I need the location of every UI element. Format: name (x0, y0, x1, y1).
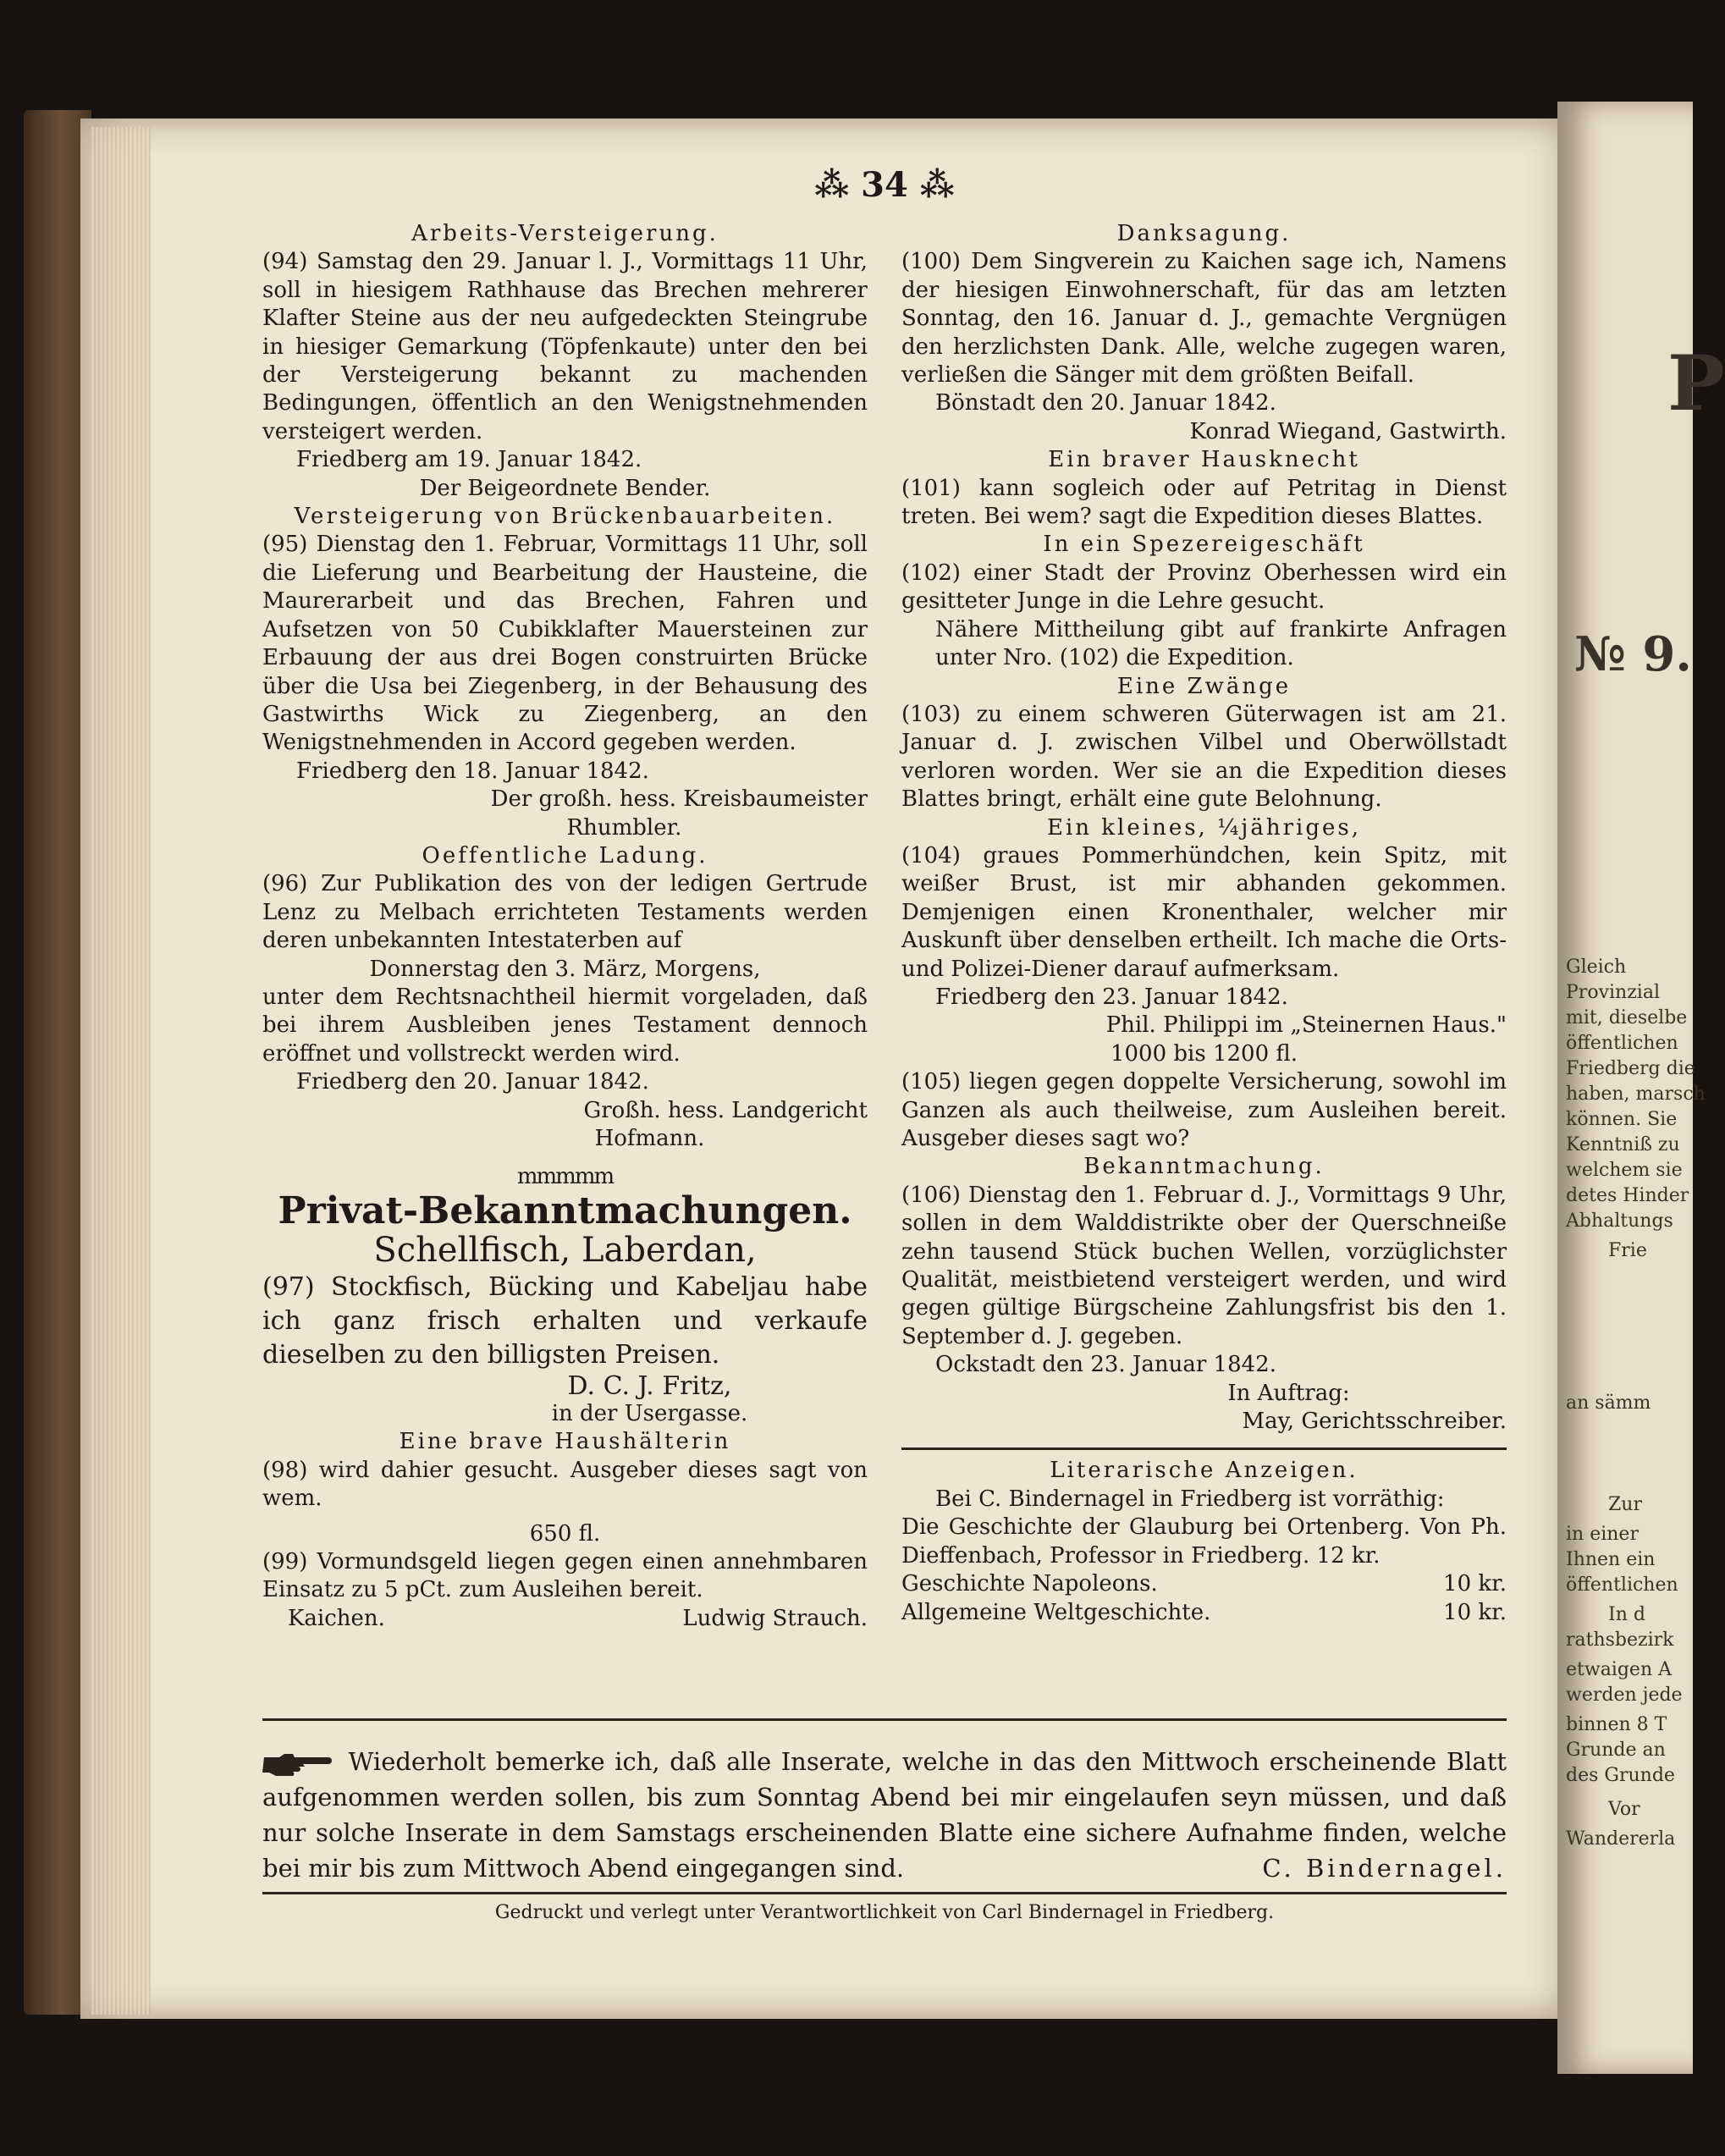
literary-book-2-price: 10 kr. (1443, 1571, 1507, 1597)
notice-97-signature-2: in der Usergasse. (551, 1401, 748, 1427)
notice-100-title: Danksagung. (1116, 221, 1292, 246)
facing-page-fragment: Zur (1608, 1494, 1642, 1515)
notice-104-title: Ein kleines, ¼jähriges, (1047, 814, 1361, 841)
notice-96-date: Donnerstag den 3. März, Morgens, (369, 956, 761, 982)
notice-95-signature-1: Der großh. hess. Kreisbaumeister (490, 786, 868, 813)
facing-page-fragment: in einer (1566, 1524, 1639, 1545)
notice-100-signature: Konrad Wiegand, Gastwirth. (1189, 418, 1507, 444)
facing-page-fragment: Gleich (1566, 957, 1627, 978)
literary-book-3-price: 10 kr. (1443, 1599, 1507, 1625)
notice-100-place: Bönstadt den 20. Januar 1842. (935, 390, 1276, 416)
facing-page-fragment: Ihnen ein (1566, 1549, 1656, 1570)
facing-page-fragment: Wandererla (1566, 1828, 1676, 1850)
notice-103-text: (103) zu einem schweren Güterwagen ist am 21. Januar d. J. zwischen Vilbel und Oberwöllstadt verloren worden. Wer sie an die Expedition dieses Blattes bringt, erhält eine gute Belohnung. (901, 701, 1507, 813)
notice-96-place: Friedberg den 20. Januar 1842. (296, 1069, 649, 1095)
facing-page-fragment: an sämm (1566, 1392, 1651, 1414)
facing-page (1557, 102, 1725, 2074)
facing-page-issue-number: № 9. (1574, 626, 1692, 682)
notice-95-title: Versteigerung von Brückenbauarbeiten. (294, 504, 836, 530)
facing-page-fragment: Kenntniß zu (1566, 1134, 1680, 1155)
facing-page-fragment: Grunde an (1566, 1740, 1666, 1761)
literary-book-3 (901, 1599, 1507, 1627)
notice-95-text: (95) Dienstag den 1. Februar, Vormittags 11 Uhr, soll die Lieferung und Bearbeitung der Hausteine, die Maurerarbeit und das Brechen, Fahren und Aufsetzen von 50 Cubikklafter Mauersteinen zur Erbauung der aus drei Bogen construirten Brücke über die Usa bei Ziegenberg, in der Behausung des Gastwirths Wick zu Ziegenberg, an den Wenigstnehmenden in Accord gegeben werden. (262, 532, 868, 756)
facing-page-fragment: des Grunde (1566, 1765, 1675, 1786)
facing-page-fragment: Vor (1608, 1799, 1640, 1820)
page-number-header (262, 165, 1507, 205)
notice-105-text: (105) liegen gegen doppelte Versicherung, sowohl im Ganzen als auch theilweise, zum Ausleihen bereit. Ausgeber dieses sagt wo? (901, 1069, 1507, 1151)
notice-102-title: In ein Spezereigeschäft (1043, 532, 1365, 558)
page-number: 34 (861, 165, 908, 205)
notice-106-signature-2: May, Gerichtsschreiber. (1242, 1409, 1507, 1435)
imprint-divider (262, 1892, 1507, 1894)
publisher-notice (262, 1744, 1507, 1886)
notice-102-text: (102) einer Stadt der Provinz Oberhessen wird ein gesitteter Junge in die Lehre gesucht. (901, 560, 1507, 615)
literary-book-1: Die Geschichte der Glauburg bei Ortenberg. Von Ph. Dieffenbach, Professor in Friedberg. 12 kr. (901, 1514, 1507, 1569)
facing-page-fragment: haben, marsch (1566, 1084, 1706, 1105)
notice-99-signature: Ludwig Strauch. (682, 1605, 868, 1631)
notice-96-text-2: unter dem Rechtsnachtheil hiermit vorgeladen, daß bei ihrem Ausbleiben jenes Testament dennoch eröffnet und vollstreckt werden wird. (262, 984, 868, 1067)
notice-104-signature: Phil. Philippi im „Steinernen Haus." (1105, 1012, 1507, 1039)
imprint: Gedruckt und verlegt unter Verantwortlichkeit von Carl Bindernagel in Friedberg. (494, 1902, 1275, 1923)
notice-96-signature-2: Hofmann. (594, 1126, 705, 1151)
facing-page-fragment: In d (1608, 1604, 1645, 1625)
notice-106-title: Bekanntmachung. (1083, 1154, 1325, 1180)
notice-divider (262, 1718, 1507, 1721)
facing-page-fragment: etwaigen A (1566, 1659, 1672, 1680)
notice-97-signature-1: D. C. J. Fritz, (567, 1370, 732, 1401)
notice-101-text: (101) kann sogleich oder auf Petritag in Dienst treten. Bei wem? sagt die Expedition dieses Blattes. (901, 475, 1507, 530)
facing-page-fragment: Provinzial (1566, 982, 1660, 1003)
notice-96-title: Oeffentliche Ladung. (422, 842, 708, 868)
notice-97-text: (97) Stockfisch, Bücking und Kabeljau habe ich ganz frisch erhalten und verkaufe dieselben zu den billigsten Preisen. (262, 1271, 868, 1370)
notice-102-text-2: Nähere Mittheilung gibt auf frankirte Anfragen unter Nro. (102) die Expedition. (935, 616, 1507, 671)
ornament-left: ⁂ (814, 165, 850, 205)
notice-100-text: (100) Dem Singverein zu Kaichen sage ich, Namens der hiesigen Einwohnerschaft, für das am letzten Sonntag, den 16. Januar d. J., gemachte Vergnügen den herzlichsten Dank. Alle, welche zugegen waren, verließen die Sänger mit dem größten Beifall. (901, 249, 1507, 389)
notice-106-place: Ockstadt den 23. Januar 1842. (935, 1352, 1276, 1378)
literary-intro: Bei C. Bindernagel in Friedberg ist vorräthig: (935, 1486, 1445, 1512)
notice-98-title: Eine brave Haushälterin (399, 1429, 731, 1455)
facing-page-fragment: binnen 8 T (1566, 1714, 1667, 1735)
notice-98-text: (98) wird dahier gesucht. Ausgeber dieses sagt von wem. (262, 1457, 868, 1512)
notice-95-signature-2: Rhumbler. (566, 814, 682, 841)
facing-page-fragment: werden jede (1566, 1685, 1683, 1706)
notice-101-title: Ein braver Hausknecht (1048, 447, 1360, 473)
notice-96-signature-1: Großh. hess. Landgericht (583, 1097, 868, 1123)
notice-104-text: (104) graues Pommerhündchen, kein Spitz, mit weißer Brust, ist mir abhanden gekommen. Demjenigen einen Kronenthaler, welcher mir Auskunft über denselben ertheilt. Ich mache die Orts- und Polizei-Diener darauf aufmerksam. (901, 842, 1507, 982)
ornament-right: ⁂ (919, 165, 955, 205)
facing-page-fragment: rathsbezirk (1566, 1629, 1674, 1651)
notice-96-text: (96) Zur Publikation des von der ledigen Gertrude Lenz zu Melbach errichteten Testaments werden deren unbekannten Intestaterben auf (262, 871, 868, 954)
facing-page-fragment: welchem sie (1566, 1160, 1683, 1181)
page-edges (91, 127, 151, 2015)
literary-book-2 (901, 1570, 1507, 1598)
facing-page-fragment: Friedberg die (1566, 1058, 1695, 1079)
facing-page-fragment: öffentlichen (1566, 1033, 1678, 1054)
notice-104-place: Friedberg den 23. Januar 1842. (935, 984, 1288, 1010)
page-content (262, 165, 1507, 1943)
facing-page-fragment: können. Sie (1566, 1109, 1678, 1130)
literary-title: Literarische Anzeigen. (1050, 1458, 1359, 1484)
notice-99-text: (99) Vormundsgeld liegen gegen einen annehmbaren Einsatz zu 5 pCt. zum Ausleihen bereit. (262, 1549, 868, 1603)
notice-105-title: 1000 bis 1200 fl. (1110, 1040, 1298, 1067)
divider-ornament: mmmmm (516, 1164, 614, 1190)
literary-book-2-title: Geschichte Napoleons. (901, 1571, 1158, 1597)
literary-book-3-title: Allgemeine Weltgeschichte. (901, 1599, 1211, 1625)
facing-page-fragment: detes Hinder (1566, 1185, 1689, 1206)
notice-106-text: (106) Dienstag den 1. Februar d. J., Vormittags 9 Uhr, sollen in dem Walddistrikte ober der Querschneiße zehn tausend Stück buchen Wellen, vorzüglichster Qualität, meistbietend versteigert werden, und wird gegen gültige Bürgscheine Zahlungsfrist bis den 1. September d. J. gegeben. (901, 1182, 1507, 1349)
notice-99-place: Kaichen. (288, 1605, 385, 1631)
pointing-hand-icon (262, 1751, 339, 1776)
right-column (901, 220, 1507, 1627)
notice-103-title: Eine Zwänge (1116, 673, 1292, 699)
notice-94-text: (94) Samstag den 29. Januar l. J., Vormittags 11 Uhr, soll in hiesigem Rathhause das Brechen mehrerer Klafter Steine aus der neu aufgedeckten Steingrube in hiesiger Gemarkung (Töpfenkaute) unter den bei der Versteigerung bekannt zu machenden Bedingungen, öffentlich an den Wenigstnehmenden versteigert werden. (262, 249, 868, 444)
publisher-notice-signature: C. Bindernagel. (1262, 1854, 1507, 1883)
facing-page-big-letter: P (1667, 339, 1725, 428)
facing-page-fragment: öffentlichen (1566, 1574, 1678, 1596)
notice-99-title: 650 fl. (529, 1520, 601, 1547)
notice-95-place: Friedberg den 18. Januar 1842. (296, 758, 649, 784)
facing-page-fragment: mit, dieselbe (1566, 1007, 1688, 1028)
notice-94-place: Friedberg am 19. Januar 1842. (296, 447, 642, 473)
left-column (262, 220, 868, 1633)
publisher-notice-text: Wiederholt bemerke ich, daß alle Inserate, welche in das den Mittwoch erscheinende Blatt aufgenommen werden sollen, bis zum Sonntag Abend bei mir eingelaufen seyn müssen, und daß nur solche Inserate in dem Samstags erscheinenden Blatte eine sichere Aufnahme finden, welche bei mir bis zum Mittwoch Abend eingegangen sind. (262, 1747, 1507, 1883)
literary-divider (901, 1447, 1507, 1450)
notice-94-signature: Der Beigeordnete Bender. (419, 475, 711, 501)
facing-page-fragment: Abhaltungs (1566, 1210, 1673, 1232)
notice-97-title: Schellfisch, Laberdan, (373, 1231, 757, 1271)
notice-99-footer (262, 1605, 868, 1633)
notice-94-title: Arbeits-Versteigerung. (411, 221, 719, 246)
section-title: Privat-Bekanntmachungen. (278, 1188, 852, 1232)
facing-page-fragment: Frie (1608, 1240, 1647, 1261)
notice-106-signature-1: In Auftrag: (1227, 1380, 1350, 1406)
